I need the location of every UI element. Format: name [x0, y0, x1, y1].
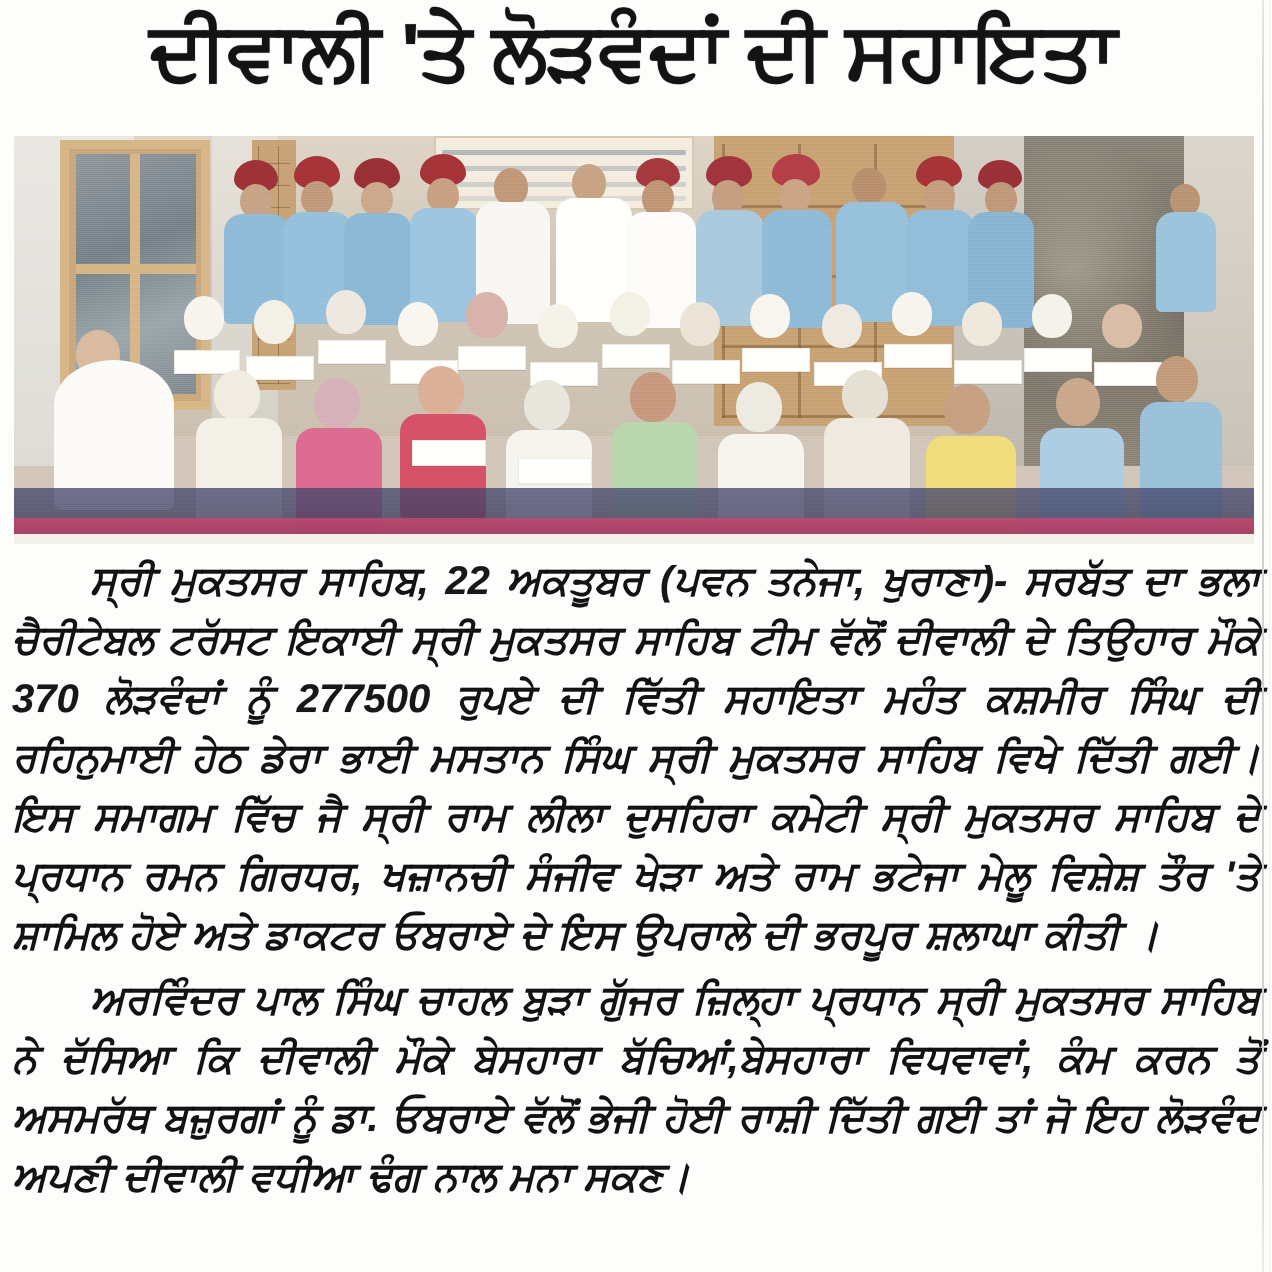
article-paragraph-2: ਅਰਵਿੰਦਰ ਪਾਲ ਸਿੰਘ ਚਾਹਲ ਬੁੜਾ ਗੁੱਜਰ ਜ਼ਿਲ੍ਹਾ ਪ੍ਰਧਾਨ ਸ੍ਰੀ ਮੁਕਤਸਰ ਸਾਹਿਬ ਨੇ ਦੱਸਿਆ ਕਿ ਦੀਵਾਲੀ ਮੌਕੇ ਬੇਸਹਾਰਾ ਬੱਚਿਆਂ,ਬੇਸਹਾਰਾ ਵਿਧਵਾਵਾਂ, ਕੰਮ ਕਰਨ ਤੋਂ ਅਸਮਰੱਥ ਬਜ਼ੁਰਗਾਂ ਨੂੰ ਡਾ. ਓਬਰਾਏ ਵੱਲੋਂ ਭੇਜੀ ਹੋਈ ਰਾਸ਼ੀ ਦਿੱਤੀ ਗਈ ਤਾਂ ਜੋ ਇਹ ਲੋੜਵੰਦ ਅਪਣੀ ਦੀਵਾਲੀ ਵਧੀਆ ਢੰਗ ਨਾਲ ਮਨਾ ਸਕਣ। — [12, 978, 1260, 1199]
article-photo — [14, 136, 1254, 544]
headline — [10, 0, 1256, 112]
article-paragraph-1: ਸ੍ਰੀ ਮੁਕਤਸਰ ਸਾਹਿਬ, 22 ਅਕਤੂਬਰ (ਪਵਨ ਤਨੇਜਾ, ਖੁਰਾਣਾ)- ਸਰਬੱਤ ਦਾ ਭਲਾ ਚੈਰੀਟੇਬਲ ਟਰੱਸਟ ਇਕਾਈ ਸ੍ਰੀ ਮੁਕਤਸਰ ਸਾਹਿਬ ਟੀਮ ਵੱਲੋਂ ਦੀਵਾਲੀ ਦੇ ਤਿਉਹਾਰ ਮੌਕੇ 370 ਲੋੜਵੰਦਾਂ ਨੂੰ 277500 ਰੁਪਏ ਦੀ ਵਿੱਤੀ ਸਹਾਇਤਾ ਮਹੰਤ ਕਸ਼ਮੀਰ ਸਿੰਘ ਦੀ ਰਹਿਨੁਮਾਈ ਹੇਠ ਡੇਰਾ ਭਾਈ ਮਸਤਾਨ ਸਿੰਘ ਸ੍ਰੀ ਮੁਕਤਸਰ ਸਾਹਿਬ ਵਿਖੇ ਦਿੱਤੀ ਗਈ। ਇਸ ਸਮਾਗਮ ਵਿੱਚ ਜੈ ਸ੍ਰੀ ਰਾਮ ਲੀਲਾ ਦੁਸਹਿਰਾ ਕਮੇਟੀ ਸ੍ਰੀ ਮੁਕਤਸਰ ਸਾਹਿਬ ਦੇ ਪ੍ਰਧਾਨ ਰਮਨ ਗਿਰਧਰ, ਖਜ਼ਾਨਚੀ ਸੰਜੀਵ ਖੇੜਾ ਅਤੇ ਰਾਮ ਭਟੇਜਾ ਮੇਲੂ ਵਿਸ਼ੇਸ਼ ਤੌਰ 'ਤੇ ਸ਼ਾਮਿਲ ਹੋਏ ਅਤੇ ਡਾਕਟਰ ਓਬਰਾਏ ਦੇ ਇਸ ਉਪਰਾਲੇ ਦੀ ਭਰਪੂਰ ਸ਼ਲਾਘਾ ਕੀਤੀ । — [12, 559, 1260, 957]
headline-text: ਦੀਵਾਲੀ 'ਤੇ ਲੋੜਵੰਦਾਂ ਦੀ ਸਹਾਇਤਾ — [149, 7, 1117, 96]
column-rule-outer — [1269, 0, 1270, 1272]
column-rule — [1262, 0, 1264, 1272]
floor — [14, 534, 1254, 544]
article-body — [12, 552, 1260, 1213]
